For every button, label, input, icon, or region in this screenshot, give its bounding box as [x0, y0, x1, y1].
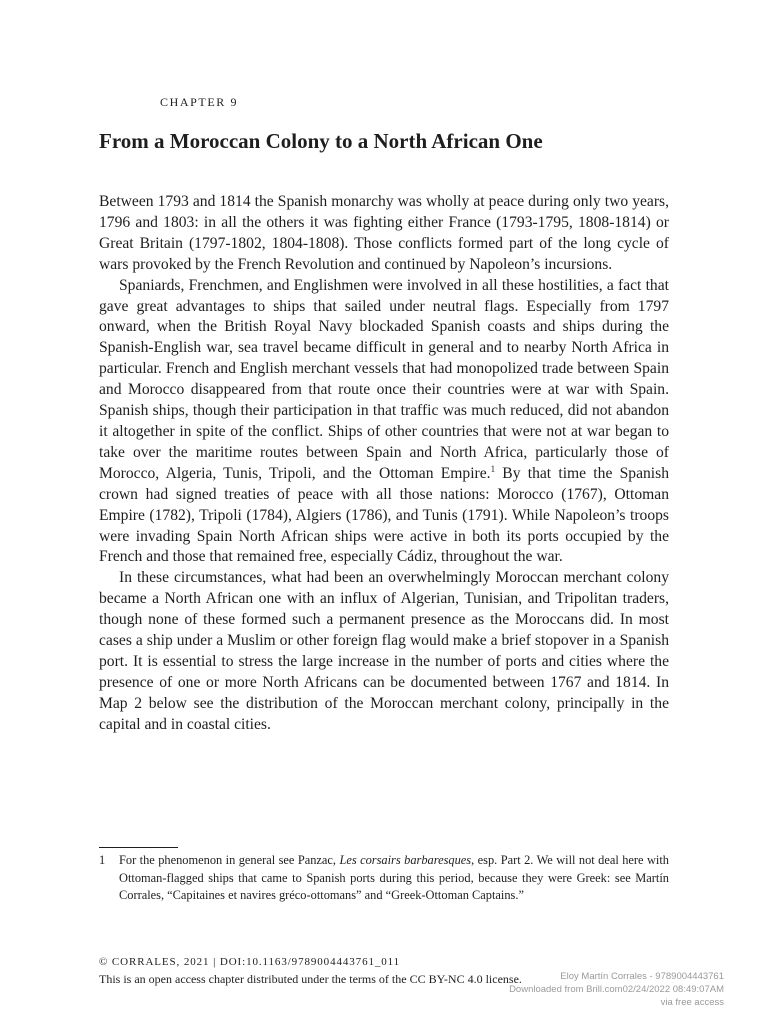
footnote-reference[interactable]: 1: [490, 463, 496, 474]
watermark-line-3: via free access: [660, 997, 724, 1008]
license-statement: This is an open access chapter distributed under the terms of the CC BY-NC 4.0 license.: [99, 972, 522, 986]
paragraph-2: [99, 276, 669, 569]
body-text: [99, 192, 669, 736]
footnote-text-end: , esp. Part 2. We will not deal here with Ottoman-flagged ships that came to Spanish ports during this period, because they were Greek: see Martín Corrales, “Capitaines et navires gréco-ottomans” and “Greek-Ottoman Captains.”: [119, 853, 669, 903]
watermark-line-2: Downloaded from Brill.com02/24/2022 08:49:07AM: [509, 984, 724, 995]
watermark-line-1: Eloy Martín Corrales - 9789004443761: [560, 971, 724, 982]
footnote-text: [119, 852, 669, 905]
download-watermark: [509, 970, 724, 1009]
chapter-label: CHAPTER 9: [160, 95, 239, 109]
copyright-doi: © CORRALES, 2021 | DOI:10.1163/9789004443761_011: [99, 956, 401, 968]
footnote-italic-title: Les corsairs barbaresques: [339, 853, 472, 867]
footnote-number: 1: [99, 853, 106, 867]
chapter-title: From a Moroccan Colony to a North African One: [99, 129, 543, 153]
paragraph-2-text: Spaniards, Frenchmen, and Englishmen were involved in all these hostilities, a fact that gave great advantages to ships that sailed under neutral flags. Especially from 1797 onward, when the British Royal Navy blockaded Spanish coasts and ships during the Spanish-English war, sea travel became difficult in general and to nearby North Africa in particular. French and English merchant vessels that had monopolized trade between Spain and Morocco disappeared from that route once their countries were at war with Spain. Spanish ships, though their participation in that traffic was much reduced, did not abandon it altogether in spite of the conflict. Ships of other countries that were not at war began to take over the maritime routes between Spain and North Africa, particularly those of Morocco, Algeria, Tunis, Tripoli, and the Ottoman Empire.: [99, 276, 669, 482]
paragraph-3: In these circumstances, what had been an overwhelmingly Moroccan merchant colony became a North African one with an influx of Algerian, Tunisian, and Tripolitan traders, though none of these formed such a permanent presence as the Moroccans did. In most cases a ship under a Muslim or other foreign flag would make a brief stopover in a Spanish port. It is essential to stress the large increase in the number of ports and cities where the presence of one or more North Africans can be documented between 1767 and 1814. In Map 2 below see the distribution of the Moroccan merchant colony, principally in the capital and in coastal cities.: [99, 569, 669, 733]
footnote: [99, 852, 669, 905]
paragraph-1: Between 1793 and 1814 the Spanish monarchy was wholly at peace during only two years, 1796 and 1803: in all the others it was fighting either France (1793-1795, 1808-1814) or Great Britain (1797-1802, 1804-1808). Those conflicts formed part of the long cycle of wars provoked by the French Revolution and continued by Napoleon’s incursions.: [99, 193, 669, 273]
paragraph-2-continued: By that time the Spanish crown had signed treaties of peace with all those nations: Morocco (1767), Ottoman Empire (1782), Tripoli (1784), Algiers (1786), and Tunis (1791). While Napoleon’s troops were invading Spain North African ships were active in both its ports occupied by the French and those that remained free, especially Cádiz, throughout the war.: [99, 464, 669, 566]
footnote-divider: [99, 847, 178, 848]
footnote-text-start: For the phenomenon in general see Panzac,: [119, 853, 340, 867]
